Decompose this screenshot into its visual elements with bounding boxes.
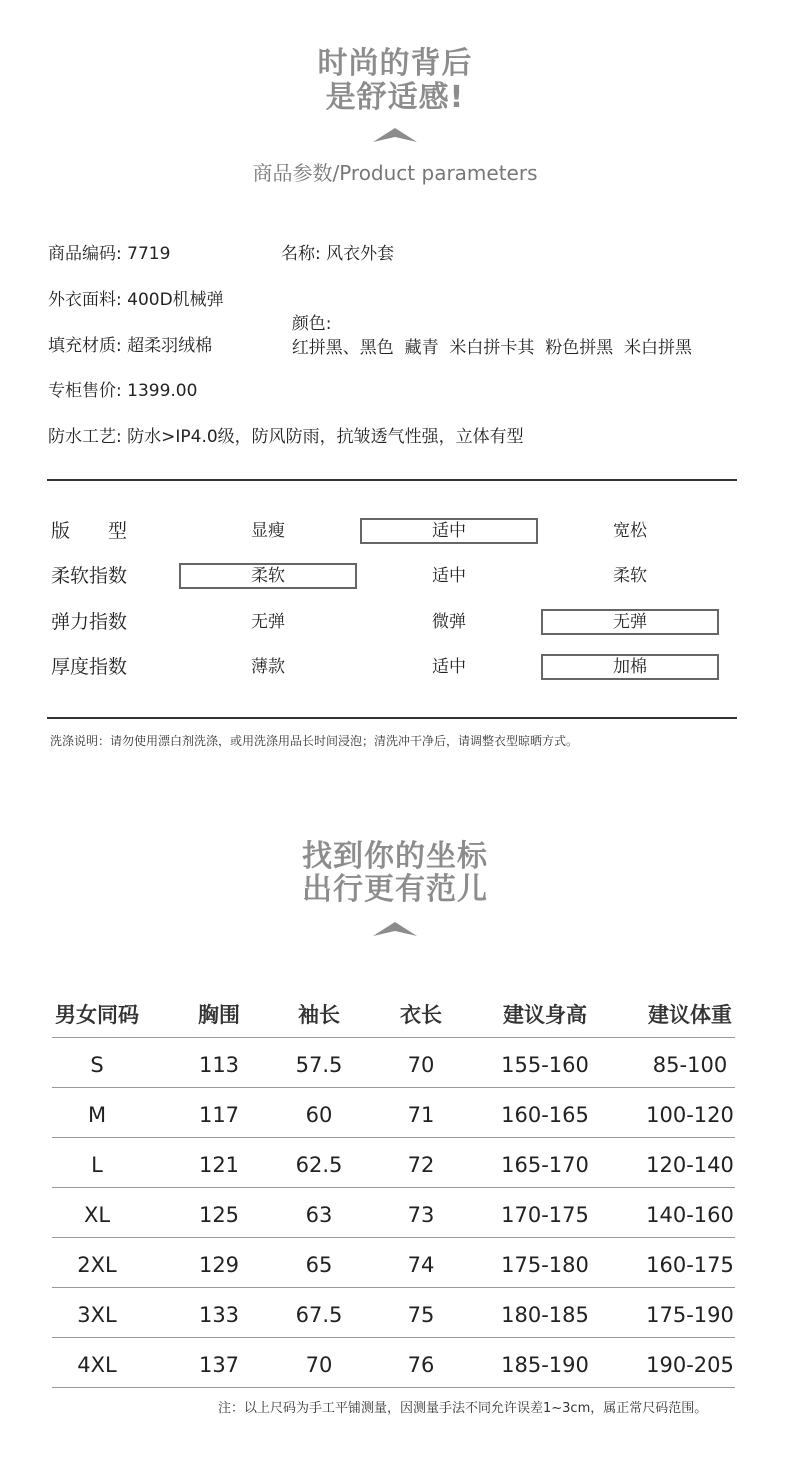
- size-cell: 125: [198, 1203, 240, 1227]
- row-divider: [52, 1387, 735, 1388]
- attr-label: 版 型: [51, 520, 128, 542]
- size-cell: M: [87, 1103, 107, 1127]
- size-cell: 175-190: [646, 1303, 734, 1327]
- param-color: [281, 288, 692, 360]
- size-cell: 137: [198, 1353, 240, 1377]
- size-cell: 100-120: [646, 1103, 734, 1127]
- attr-option: 适中: [360, 518, 538, 544]
- size-cell: 133: [198, 1303, 240, 1327]
- attr-option: 无弹: [541, 609, 719, 635]
- attr-option: 薄款: [251, 657, 285, 677]
- size-cell: 165-170: [501, 1153, 589, 1177]
- param-name-label: 名称:: [281, 244, 321, 264]
- param-name: [281, 242, 394, 266]
- size-note: 注：以上尺码为手工平铺测量，因测量手法不同允许误差1~3cm，属正常尺码范围。: [218, 1401, 708, 1416]
- attr-option: 适中: [432, 566, 466, 586]
- attr-option: 宽松: [613, 521, 647, 541]
- size-cell: 140-160: [646, 1203, 734, 1227]
- size-cell: 185-190: [501, 1353, 589, 1377]
- chevron-up-icon: [373, 922, 417, 936]
- param-name-value: 风衣外套: [326, 244, 395, 264]
- hero-title-line1: 时尚的背后: [317, 46, 473, 81]
- param-water-value: 防水>IP4.0级，防风防雨，抗皱透气性强，立体有型: [127, 427, 524, 447]
- param-fill: [48, 334, 212, 358]
- hero2-title-line2: 出行更有范儿: [302, 872, 488, 907]
- size-cell: 65: [305, 1253, 333, 1277]
- size-header: 建议身高: [503, 1003, 587, 1027]
- param-fabric-label: 外衣面料:: [48, 290, 122, 310]
- row-divider: [52, 1087, 735, 1088]
- attr-option: 加棉: [541, 654, 719, 680]
- size-cell: 57.5: [295, 1053, 343, 1077]
- param-price: [48, 379, 197, 403]
- size-cell: 62.5: [295, 1153, 343, 1177]
- row-divider: [52, 1287, 735, 1288]
- size-cell: 71: [407, 1103, 435, 1127]
- param-water-label: 防水工艺:: [48, 427, 122, 447]
- param-color-value: 红拼黑、黑色 藏青 米白拼卡其 粉色拼黑 米白拼黑: [291, 338, 693, 358]
- row-divider: [52, 1187, 735, 1188]
- divider: [47, 717, 737, 719]
- size-cell: 170-175: [501, 1203, 589, 1227]
- size-cell: 180-185: [501, 1303, 589, 1327]
- attr-option: 显瘦: [251, 521, 285, 541]
- param-fill-value: 超柔羽绒棉: [127, 336, 213, 356]
- attr-label: 弹力指数: [51, 611, 128, 633]
- row-divider: [52, 1237, 735, 1238]
- size-cell: 120-140: [646, 1153, 734, 1177]
- size-cell: 76: [407, 1353, 435, 1377]
- size-cell: 3XL: [77, 1303, 117, 1327]
- param-code-value: 7719: [127, 244, 171, 264]
- size-cell: 67.5: [295, 1303, 343, 1327]
- param-price-value: 1399.00: [127, 381, 198, 401]
- attr-label: 柔软指数: [51, 565, 128, 587]
- size-cell: L: [91, 1153, 103, 1177]
- hero-title-line2: 是舒适感!: [325, 80, 465, 115]
- size-cell: S: [90, 1053, 104, 1077]
- param-fabric: [48, 288, 224, 312]
- size-cell: 72: [407, 1153, 435, 1177]
- row-divider: [52, 1137, 735, 1138]
- param-fabric-value: 400D机械弹: [127, 290, 224, 310]
- row-divider: [52, 1337, 735, 1338]
- section-subtitle: 商品参数/Product parameters: [252, 161, 538, 185]
- param-water: [48, 425, 524, 449]
- size-cell: 75: [407, 1303, 435, 1327]
- attr-option: 适中: [432, 657, 466, 677]
- size-cell: 113: [198, 1053, 240, 1077]
- size-cell: 155-160: [501, 1053, 589, 1077]
- hero2-title-line1: 找到你的坐标: [302, 839, 488, 874]
- chevron-up-icon: [373, 128, 417, 142]
- size-cell: 160-165: [501, 1103, 589, 1127]
- param-price-label: 专柜售价:: [48, 381, 122, 401]
- size-cell: 70: [407, 1053, 435, 1077]
- attr-option: 柔软: [179, 563, 357, 589]
- divider: [47, 479, 737, 481]
- attr-option: 无弹: [251, 612, 285, 632]
- size-cell: 85-100: [652, 1053, 728, 1077]
- size-cell: 70: [305, 1353, 333, 1377]
- size-cell: 121: [198, 1153, 240, 1177]
- param-code: [48, 242, 170, 266]
- param-code-label: 商品编码:: [48, 244, 122, 264]
- size-cell: 175-180: [501, 1253, 589, 1277]
- size-cell: XL: [83, 1203, 111, 1227]
- size-cell: 63: [305, 1203, 333, 1227]
- size-header: 衣长: [400, 1003, 442, 1027]
- param-color-label: 颜色:: [291, 314, 332, 334]
- size-cell: 73: [407, 1203, 435, 1227]
- param-fill-label: 填充材质:: [48, 336, 122, 356]
- size-cell: 74: [407, 1253, 435, 1277]
- size-cell: 117: [198, 1103, 240, 1127]
- size-cell: 4XL: [77, 1353, 117, 1377]
- size-cell: 129: [198, 1253, 240, 1277]
- size-header: 胸围: [198, 1003, 240, 1027]
- size-cell: 2XL: [77, 1253, 117, 1277]
- row-divider: [52, 1037, 735, 1038]
- size-cell: 190-205: [646, 1353, 734, 1377]
- attr-option: 微弹: [432, 612, 466, 632]
- size-cell: 160-175: [646, 1253, 734, 1277]
- size-cell: 60: [305, 1103, 333, 1127]
- size-header: 男女同码: [55, 1003, 139, 1027]
- attr-label: 厚度指数: [51, 656, 128, 678]
- size-header: 袖长: [298, 1003, 340, 1027]
- wash-note: 洗涤说明：请勿使用漂白剂洗涤，或用洗涤用品长时间浸泡；清洗冲干净后，请调整衣型晾晒方式。: [50, 734, 579, 748]
- size-header: 建议体重: [648, 1003, 732, 1027]
- attr-option: 柔软: [613, 566, 647, 586]
